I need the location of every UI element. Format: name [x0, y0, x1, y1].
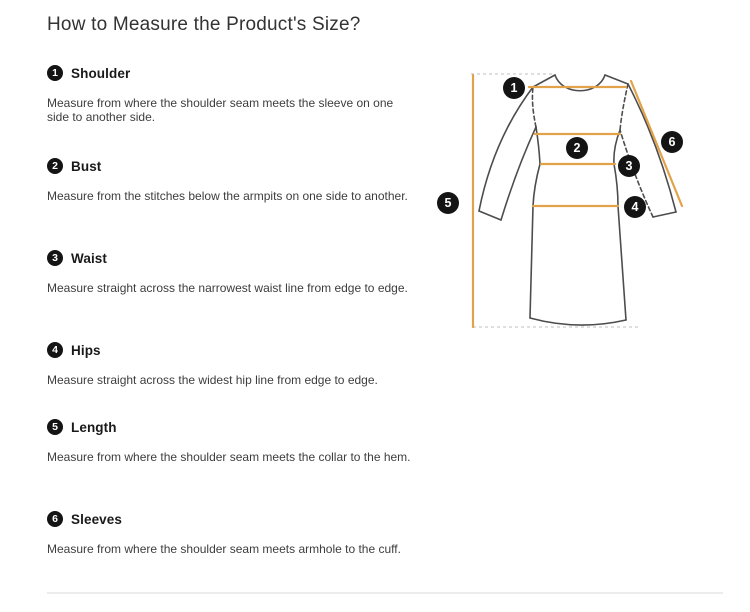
diagram-marker-waist: 3: [618, 155, 640, 177]
bottom-divider: [47, 592, 723, 594]
page-title: How to Measure the Product's Size?: [47, 14, 361, 35]
section-length: [47, 419, 413, 464]
number-badge: 2: [47, 158, 63, 174]
section-description: Measure from where the shoulder seam meets the sleeve on one side to another side.: [47, 96, 394, 124]
section-hips: [47, 342, 413, 387]
diagram-marker-hips: 4: [624, 196, 646, 218]
diagram-marker-length: 5: [437, 192, 459, 214]
construction-lines: [471, 74, 638, 327]
section-heading-label: Sleeves: [71, 511, 122, 527]
section-heading: [47, 419, 413, 435]
number-badge: 3: [47, 250, 63, 266]
dress-outline: [479, 75, 676, 325]
section-description: Measure from the stitches below the armpits on one side to another.: [47, 189, 408, 203]
number-badge: 1: [47, 65, 63, 81]
number-badge: 6: [47, 511, 63, 527]
section-bust: [47, 158, 413, 203]
section-heading-label: Length: [71, 419, 117, 435]
diagram-marker-shoulder: 1: [503, 77, 525, 99]
section-description: Measure from where the shoulder seam meets the collar to the hem.: [47, 450, 411, 464]
section-heading-label: Waist: [71, 250, 108, 266]
section-description: Measure straight across the narrowest waist line from edge to edge.: [47, 281, 408, 295]
diagram-marker-sleeves: 6: [661, 131, 683, 153]
number-badge: 4: [47, 342, 63, 358]
section-description: Measure from where the shoulder seam meets armhole to the cuff.: [47, 542, 401, 556]
section-heading-label: Shoulder: [71, 65, 131, 81]
section-heading: [47, 158, 413, 174]
section-waist: [47, 250, 413, 295]
section-description: Measure straight across the widest hip line from edge to edge.: [47, 373, 378, 387]
section-heading: [47, 342, 413, 358]
dress-diagram-svg: [430, 55, 750, 345]
section-heading: [47, 65, 413, 81]
diagram-marker-bust: 2: [566, 137, 588, 159]
section-heading: [47, 511, 413, 527]
dress-measurement-diagram: [430, 55, 750, 345]
section-heading: [47, 250, 413, 266]
measurement-lines: [473, 75, 682, 327]
section-sleeves: [47, 511, 413, 556]
section-shoulder: [47, 65, 413, 124]
section-heading-label: Hips: [71, 342, 101, 358]
section-heading-label: Bust: [71, 158, 102, 174]
number-badge: 5: [47, 419, 63, 435]
